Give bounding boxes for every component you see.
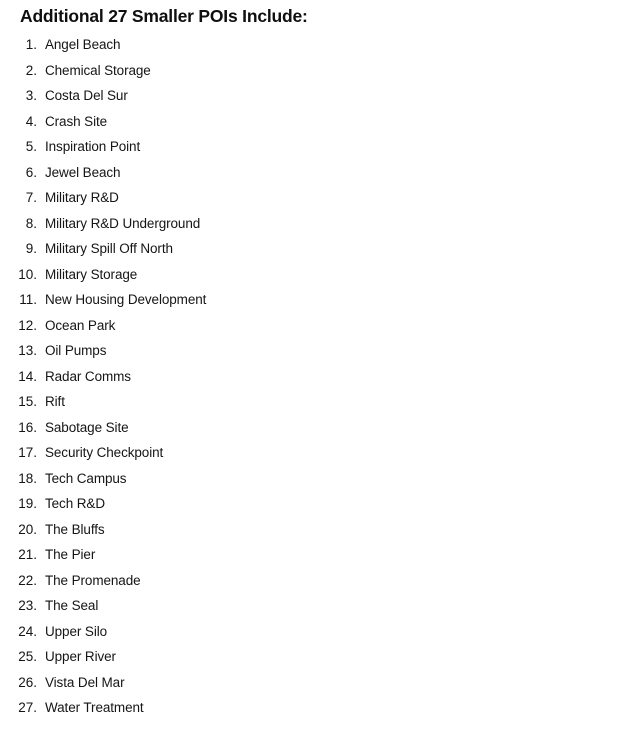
- list-item: [0, 695, 640, 721]
- list-item: [0, 440, 640, 466]
- list-item-label: Radar Comms: [45, 368, 131, 384]
- list-item-number: 19.: [18, 496, 37, 511]
- list-item-number: 8.: [25, 215, 37, 231]
- list-item-label: Costa Del Sur: [45, 88, 128, 103]
- list-item-number: 4.: [25, 113, 37, 129]
- list-item-label: The Seal: [45, 598, 99, 613]
- list-item-label: Vista Del Mar: [45, 674, 125, 690]
- list-item-number: 7.: [25, 190, 37, 205]
- list-item-number: 24.: [18, 623, 37, 639]
- list-item-label: Tech Campus: [45, 470, 127, 486]
- list-item: [0, 517, 640, 543]
- list-item-number: 17.: [18, 445, 37, 460]
- list-item-label: Jewel Beach: [45, 164, 121, 180]
- list-item-label: Upper River: [45, 649, 116, 664]
- list-item-number: 20.: [18, 521, 37, 537]
- list-item-label: The Pier: [45, 547, 96, 562]
- list-item-number: 3.: [25, 88, 37, 103]
- list-item-label: Military Spill Off North: [45, 241, 173, 256]
- list-item: [0, 568, 640, 594]
- list-item-label: Chemical Storage: [45, 62, 151, 78]
- poi-list: [0, 32, 640, 721]
- list-item: [0, 109, 640, 135]
- list-item-label: Military Storage: [45, 266, 138, 282]
- list-item: [0, 670, 640, 696]
- list-item: [0, 593, 640, 619]
- list-item-label: Military R&D: [45, 190, 119, 205]
- list-item-label: New Housing Development: [45, 292, 207, 307]
- list-item: [0, 415, 640, 441]
- list-item-number: 12.: [18, 317, 37, 333]
- list-item-label: Sabotage Site: [45, 419, 129, 435]
- list-item-label: Angel Beach: [45, 37, 121, 52]
- list-item: [0, 211, 640, 237]
- list-item-label: The Promenade: [45, 572, 141, 588]
- list-item-number: 25.: [18, 649, 37, 664]
- list-item-label: Inspiration Point: [45, 139, 141, 154]
- list-item-label: Ocean Park: [45, 317, 116, 333]
- list-item: [0, 287, 640, 313]
- list-item: [0, 134, 640, 160]
- list-item: [0, 262, 640, 288]
- list-item-number: 16.: [18, 419, 37, 435]
- list-item-number: 27.: [18, 700, 37, 715]
- list-item-number: 1.: [25, 37, 37, 52]
- list-item: [0, 338, 640, 364]
- list-item-label: Crash Site: [45, 113, 108, 129]
- list-item-number: 10.: [18, 266, 37, 282]
- list-item: [0, 236, 640, 262]
- list-item-label: Rift: [45, 394, 65, 409]
- list-item-label: Military R&D Underground: [45, 215, 201, 231]
- list-item-number: 13.: [18, 343, 37, 358]
- list-item-number: 2.: [25, 62, 37, 78]
- list-item-label: Water Treatment: [45, 700, 144, 715]
- list-item-label: Security Checkpoint: [45, 445, 164, 460]
- list-item: [0, 542, 640, 568]
- list-item-number: 21.: [18, 547, 37, 562]
- list-item: [0, 466, 640, 492]
- page-title: Additional 27 Smaller POIs Include:: [20, 6, 308, 26]
- list-item-label: The Bluffs: [45, 521, 105, 537]
- list-item-number: 9.: [25, 241, 37, 256]
- list-item-number: 5.: [25, 139, 37, 154]
- list-item-number: 15.: [18, 394, 37, 409]
- list-item: [0, 491, 640, 517]
- list-item: [0, 83, 640, 109]
- list-item-number: 11.: [19, 292, 37, 307]
- list-item: [0, 58, 640, 84]
- list-item: [0, 389, 640, 415]
- list-item: [0, 619, 640, 645]
- list-item: [0, 32, 640, 58]
- list-item-label: Oil Pumps: [45, 343, 107, 358]
- list-item-number: 14.: [18, 368, 37, 384]
- list-item-number: 18.: [18, 470, 37, 486]
- list-item-label: Upper Silo: [45, 623, 108, 639]
- list-item: [0, 185, 640, 211]
- list-item: [0, 644, 640, 670]
- list-item-number: 23.: [18, 598, 37, 613]
- list-item-number: 26.: [18, 674, 37, 690]
- list-item-number: 22.: [18, 572, 37, 588]
- list-item-label: Tech R&D: [45, 496, 105, 511]
- list-item: [0, 160, 640, 186]
- list-item-number: 6.: [25, 164, 37, 180]
- list-item: [0, 313, 640, 339]
- list-item: [0, 364, 640, 390]
